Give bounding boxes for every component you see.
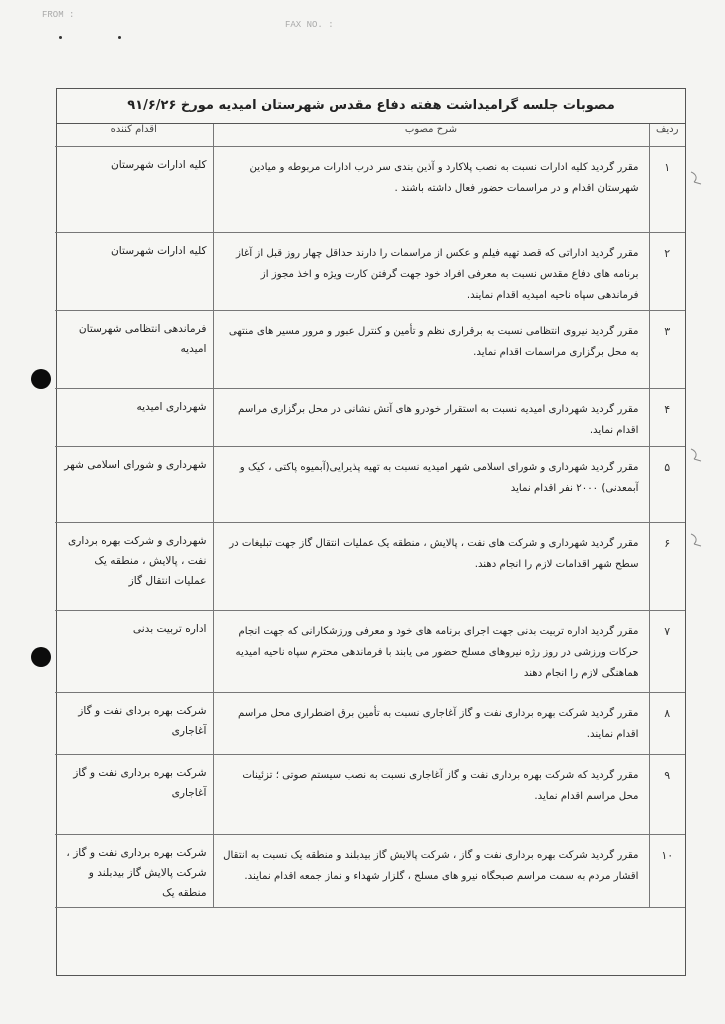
table-row bbox=[55, 233, 685, 311]
row-action-by: شرکت بهره برداری نفت و گاز ، شرکت پالایش گاز بیدبلند و منطقه یک bbox=[55, 835, 213, 908]
row-action-by: شهرداری و شرکت بهره برداری نفت ، پالایش ، منطقه یک عملیات انتقال گاز bbox=[55, 523, 213, 611]
row-action-by: اداره تربیت بدنی bbox=[55, 611, 213, 693]
row-number: ۵ bbox=[649, 447, 685, 523]
row-number: ۴ bbox=[649, 389, 685, 447]
table-row bbox=[55, 447, 685, 523]
check-mark-icon bbox=[688, 530, 704, 550]
row-number: ۱۰ bbox=[649, 835, 685, 908]
row-action-by: شرکت بهره برداری نفت و گاز آغاجاری bbox=[55, 755, 213, 835]
column-header-num: ردیف bbox=[649, 124, 685, 147]
table-row bbox=[55, 523, 685, 611]
minutes-table bbox=[55, 124, 685, 908]
row-number: ۳ bbox=[649, 311, 685, 389]
row-action-by: کلیه ادارات شهرستان bbox=[55, 233, 213, 311]
table-row bbox=[55, 611, 685, 693]
speck-mark bbox=[118, 36, 121, 39]
check-mark-icon bbox=[688, 445, 704, 465]
row-description: مقرر گردید که شرکت بهره برداری نفت و گاز آغاجاری نسبت به نصب سیستم صوتی ؛ تزئینات محل مراسم اقدام نماید. bbox=[213, 755, 649, 835]
row-action-by: کلیه ادارات شهرستان bbox=[55, 147, 213, 233]
fax-from-label: FROM : bbox=[42, 10, 75, 20]
row-description: مقرر گردید شرکت بهره برداری نفت و گاز آغاجاری نسبت به تأمین برق اضطراری محل مراسم اقدام نمایند. bbox=[213, 693, 649, 755]
row-number: ۱ bbox=[649, 147, 685, 233]
column-header-action: اقدام کننده bbox=[55, 124, 213, 147]
fax-number-label: FAX NO. : bbox=[285, 20, 334, 30]
row-number: ۸ bbox=[649, 693, 685, 755]
row-description: مقرر گردید شهرداری امیدیه نسبت به استقرار خودرو های آتش نشانی در محل برگزاری مراسم اقدام نماید. bbox=[213, 389, 649, 447]
row-number: ۶ bbox=[649, 523, 685, 611]
punch-hole bbox=[31, 647, 51, 667]
fax-header bbox=[0, 8, 725, 28]
row-description: مقرر گردید اداره تربیت بدنی جهت اجرای برنامه های خود و معرفی ورزشکارانی که جهت انجام حرکات ورزشی در روز رژه نیروهای مسلح حضور می یابند با فرماندهی محترم سپاه ناحیه امیدیه هماهنگی لازم را انجام دهند bbox=[213, 611, 649, 693]
column-header-desc: شرح مصوب bbox=[213, 124, 649, 147]
row-description: مقرر گردید شرکت بهره برداری نفت و گاز ، شرکت پالایش گاز بیدبلند و منطقه یک نسبت به انتقال اقشار مردم به سمت مراسم صبحگاه نیرو های مسلح ، گلزار شهداء و نماز جمعه اقدام نمایند. bbox=[213, 835, 649, 908]
row-description: مقرر گردید کلیه ادارات نسبت به نصب پلاکارد و آذین بندی سر درب ادارات مربوطه و میادین شهرستان اقدام و در مراسمات حضور فعال داشته باشند . bbox=[213, 147, 649, 233]
minutes-sheet bbox=[56, 88, 686, 976]
table-row bbox=[55, 693, 685, 755]
check-mark-icon bbox=[688, 168, 704, 188]
row-description: مقرر گردید اداراتی که قصد تهیه فیلم و عکس از مراسمات را دارند حداقل چهار روز قبل از آغاز برنامه های دفاع مقدس نسبت به معرفی افراد خود جهت گرفتن کارت ویژه و اخذ مجوز از فرماندهی سپاه ناحیه امیدیه اقدام نمایند. bbox=[213, 233, 649, 311]
punch-hole bbox=[31, 369, 51, 389]
speck-mark bbox=[59, 36, 62, 39]
row-action-by: فرماندهی انتظامی شهرستان امیدیه bbox=[55, 311, 213, 389]
table-row bbox=[55, 147, 685, 233]
row-description: مقرر گردید نیروی انتظامی نسبت به برقراری نظم و تأمین و کنترل عبور و مرور مسیر های منتهی به محل برگزاری مراسمات اقدام نماید. bbox=[213, 311, 649, 389]
row-action-by: شهرداری و شورای اسلامی شهر bbox=[55, 447, 213, 523]
row-description: مقرر گردید شهرداری و شورای اسلامی شهر امیدیه نسبت به تهیه پذیرایی(آبمیوه پاکتی ، کیک و آبمعدنی) ۲۰۰۰ نفر اقدام نماید bbox=[213, 447, 649, 523]
table-header-row bbox=[55, 124, 685, 147]
row-number: ۷ bbox=[649, 611, 685, 693]
row-action-by: شهرداری امیدیه bbox=[55, 389, 213, 447]
table-row bbox=[55, 389, 685, 447]
table-row bbox=[55, 755, 685, 835]
table-row bbox=[55, 835, 685, 908]
table-row bbox=[55, 311, 685, 389]
row-number: ۹ bbox=[649, 755, 685, 835]
document-title: مصوبات جلسه گرامیداشت هفته دفاع مقدس شهرستان امیدیه مورخ ۹۱/۶/۲۶ bbox=[57, 89, 685, 124]
row-action-by: شرکت بهره بردای نفت و گاز آغاجاری bbox=[55, 693, 213, 755]
row-number: ۲ bbox=[649, 233, 685, 311]
row-description: مقرر گردید شهرداری و شرکت های نفت ، پالایش ، منطقه یک عملیات انتقال گاز جهت تبلیغات در سطح شهر اقدامات لازم را انجام دهند. bbox=[213, 523, 649, 611]
